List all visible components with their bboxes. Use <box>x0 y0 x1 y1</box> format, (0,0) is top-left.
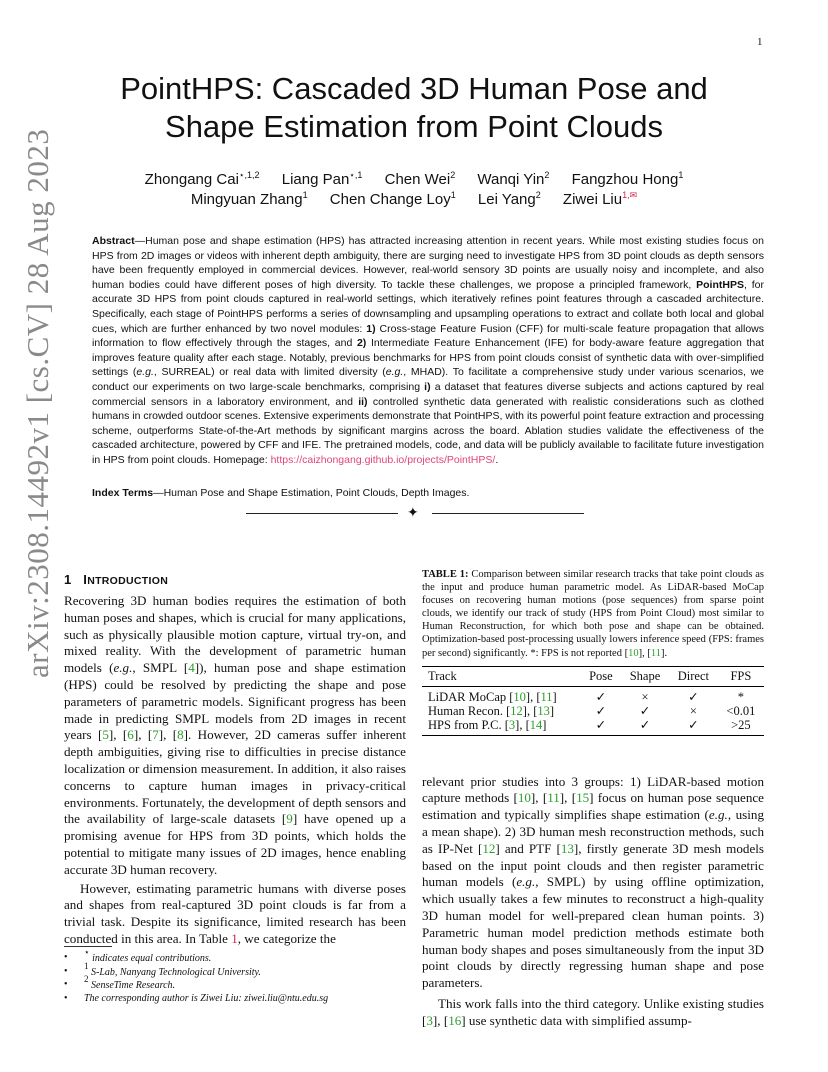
section-heading-introduction: 1 INTRODUCTION <box>64 572 169 587</box>
author: Chen Change Loy$^1$ <box>329 190 456 208</box>
shape-cell: ✓ <box>639 717 651 732</box>
shape-cell: × <box>641 689 649 704</box>
author: Lei Yang$^2$ <box>477 190 541 208</box>
pose-cell: ✓ <box>595 717 607 732</box>
author-list <box>60 170 768 210</box>
author: Fangzhou Hong$^1$ <box>571 170 684 188</box>
pose-cell: ✓ <box>595 689 607 704</box>
author: Liang Pan$^{⋆,1}$ <box>281 170 363 188</box>
footnote: • ⋆ indicates equal contributions. <box>64 947 212 964</box>
column-header: Shape <box>629 668 661 683</box>
footnote: • $^2$ SenseTime Research. <box>64 974 176 992</box>
right-paragraph-2: This work falls into the third category. Unlike existing studies [3], [16] use synthetic data with simplified assump- <box>422 996 764 1028</box>
column-header: FPS <box>730 668 752 683</box>
left-column <box>64 572 406 948</box>
title-line-2: Shape Estimation from Point Clouds <box>165 109 663 144</box>
comparison-table <box>422 666 764 736</box>
table-caption: TABLE 1: Comparison between similar research tracks that take point clouds as the input and produce human parametric model. As LiDAR-based MoCap focuses on recovering human motions (pose sequences) from sparse point clouds, we identify our track of study (HPS from Point Cloud) most similar to Human Reconstruction, for which both pose and shape can be obtained. Optimization-based post-processing usually lowers inference speed (FPS: frames per second) significantly. *: FPS is not reported [10], [11]. <box>422 569 764 659</box>
table-row <box>422 718 764 736</box>
table-caption-label: TABLE 1: <box>422 569 469 580</box>
author: Zhongang Cai$^{⋆,1,2}$ <box>144 170 260 188</box>
footnote: • The corresponding author is Ziwei Liu: ziwei.liu@ntu.edu.sg <box>64 992 329 1004</box>
direct-cell: ✓ <box>688 689 699 704</box>
author-line-1 <box>60 170 768 190</box>
table-header-row <box>422 666 764 686</box>
paper-title <box>60 70 768 146</box>
footnote: • $^1$ S-Lab, Nanyang Technological University. <box>64 960 261 978</box>
column-header: Pose <box>589 668 613 683</box>
direct-cell: ✓ <box>688 717 699 732</box>
track-cell: Human Recon. [12], [13] <box>428 703 555 718</box>
column-header: Direct <box>677 668 709 683</box>
shape-cell: ✓ <box>639 703 651 718</box>
index-terms-label: Index Terms <box>92 487 154 499</box>
right-column <box>422 568 764 1030</box>
table-row <box>422 704 764 718</box>
fps-cell: * <box>737 689 744 704</box>
column-header: Track <box>428 668 457 683</box>
page-number: 1 <box>757 36 763 48</box>
homepage-link[interactable]: https://caizhongang.github.io/projects/PointHPS/ <box>270 453 496 466</box>
track-cell: LiDAR MoCap [10], [11] <box>428 689 557 704</box>
author: Chen Wei$^2$ <box>384 170 456 188</box>
abstract-label: Abstract <box>92 235 135 247</box>
fps-cell: <0.01 <box>726 703 756 718</box>
right-paragraph-1: relevant prior studies into 3 groups: 1) LiDAR-based motion capture methods [10], [11], [15] focus on human pose sequence estimation and typically simplifies shape estimation (e.g., using a mean shape). 2) 3D human mesh reconstruction methods, such as IP-Net [12] and PTF [13], firstly generate 3D mesh models based on the input point clouds and then register parametric human models (e.g., SMPL) by using offline optimization, which usually takes a few minutes to reconstruct a high-quality 3D human model for well-prepared clean human points. 3) Parametric human model prediction methods estimate both human body shapes and poses simultaneously from the input 3D point clouds by directly regressing human shape and pose parameters. <box>422 773 765 991</box>
pose-cell: ✓ <box>595 703 607 718</box>
intro-paragraph-1: Recovering 3D human bodies requires the estimation of both human poses and shapes, which is crucial for many applications, such as physically plausible motion capture, virtual try-on, and mixed reality. With the development of parametric human models (e.g., SMPL [4]), human pose and shape estimation (HPS) could be resolved by predicting the shape and pose parameters of parametric models. Significant progress has been made in predicting SMPL models from 2D images in recent years [5], [6], [7], [8]. However, 2D cameras suffer inherent depth ambiguities, giving rise to difficulties in precise distance localization or dimension measurement. In addition, it also raises concerns to capture human images in privacy-critical environments. Fortunately, the development of depth sensors and the availability of large-scale datasets [9] have opened up a promising avenue for HPS from 3D points, which holds the potential to mitigate many issues of 2D images, hence enabling accurate 3D human recovery. <box>64 593 406 877</box>
author-corresponding[interactable]: Ziwei Liu$^{1,✉}$ <box>562 190 638 208</box>
author: Wanqi Yin$^2$ <box>477 170 550 188</box>
table-row <box>422 686 764 704</box>
table-ref-link[interactable]: 1 <box>231 930 238 946</box>
divider-ornament-icon: ✦ <box>407 506 419 521</box>
track-cell: HPS from P.C. [3], [14] <box>428 717 547 732</box>
intro-paragraph-2: However, estimating parametric humans with diverse poses and shapes from real-captured 3D point clouds is far from a trivial task. Despite its significance, limited research has been conducted in this area. In Table 1, we categorize the <box>64 880 406 946</box>
arxiv-stamp: arXiv:2308.14492v1 [cs.CV] 28 Aug 2023 <box>20 128 55 678</box>
author-line-2 <box>60 190 768 210</box>
index-terms: Index Terms—Human Pose and Shape Estimation, Point Clouds, Depth Images. <box>92 487 470 499</box>
author: Mingyuan Zhang$^1$ <box>190 190 308 208</box>
direct-cell: × <box>689 703 697 718</box>
section-divider <box>246 507 584 521</box>
fps-cell: >25 <box>731 717 751 732</box>
abstract: Abstract—Human pose and shape estimation (HPS) has attracted increasing attention in recent years. While most existing studies focus on HPS from 2D images or videos with inherent depth ambiguity, there are surging need to investigate HPS from 3D point clouds as depth sensors have been frequently employed in commercial devices. However, real-world sensory 3D points are usually noisy and incomplete, and also human bodies could have different poses of high diversity. To tackle these challenges, we propose a principled framework, PointHPS, for accurate 3D HPS from point clouds captured in real-world settings, which iteratively refines point features through a cascaded architecture. Specifically, each stage of PointHPS performs a series of downsampling and upsampling operations to extract and collate both local and global cues, which are further enhanced by two novel modules: 1) Cross-stage Feature Fusion (CFF) for multi-scale feature propagation that allows information to flow effectively through the stages, and 2) Intermediate Feature Enhancement (IFE) for body-aware feature aggregation that improves feature quality after each stage. Notably, previous benchmarks for HPS from point clouds consist of synthetic data with over-simplified settings (e.g., SURREAL) or real data with limited diversity (e.g., MHAD). To facilitate a comprehensive study under various scenarios, we conduct our experiments on two large-scale benchmarks, comprising i) a dataset that features diverse subjects and actions captured by real commercial sensors in a laboratory environment, and ii) controlled synthetic data generated with realistic considerations such as clothed humans in crowded outdoor scenes. Extensive experiments demonstrate that PointHPS, with its powerful point feature extraction and processing scheme, outperforms State-of-the-Art methods by significant margins across the board. Ablation studies validate the effectiveness of the cascaded architecture, powered by CFF and IFE. The pretrained models, code, and data will be publicly available to facilitate future investigation in HPS from point clouds. Homepage: https://caizhongang.github.io/projects/PointHPS/. <box>92 235 765 466</box>
footnotes <box>64 947 406 1005</box>
title-line-1: PointHPS: Cascaded 3D Human Pose and <box>120 71 708 106</box>
